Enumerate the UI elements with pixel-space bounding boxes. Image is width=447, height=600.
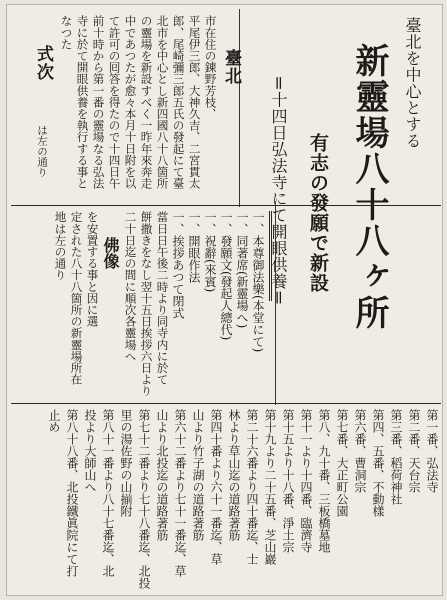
taipei-line: 前十時から第一番の靈場なる弘法 (91, 15, 106, 189)
buddha-line: 定された八十八箇所の新靈場所在 (69, 211, 84, 385)
taipei-line: 平尾伊三郎、大神久吉、二宮貫太 (187, 15, 202, 189)
ceremony-item: 一、同著席(新靈場へ) (235, 211, 249, 329)
ceremony-tail: 二十日迄の間に順次各靈場へ (123, 211, 138, 362)
location-line: 第八十八番、北投鐵眞院にて打 (65, 409, 79, 577)
upper-band-rule (11, 205, 441, 206)
location-line: 第二十六番より四十番迄、士 (245, 409, 259, 565)
location-line: 第六番、曹洞宗 (353, 409, 367, 493)
taipei-line: 郎、尾崎彌三郎五氏の發起にて臺 (171, 15, 186, 189)
location-line: 第二番、天台宗 (407, 409, 421, 493)
headline-small: ＝十四日弘法寺にて開眼供養＝ (269, 75, 288, 307)
location-line: 第七十二番より七十八番迄、北投 (137, 409, 151, 589)
headline-mid: 有志の發願で新設 (307, 133, 329, 293)
ceremony-item: 一、祝辭(來賓) (203, 211, 217, 293)
location-line: 第十九より二十五番、芝山巖 (263, 409, 277, 565)
column-divider (239, 9, 240, 207)
taipei-title: 臺北 (221, 49, 241, 85)
location-line: 第一番、弘法寺 (425, 409, 439, 493)
ceremony-item: 一、發願文(發起人總代) (219, 211, 233, 341)
taipei-line: 市在住の鍊野芳枝、 (203, 15, 218, 120)
taipei-line: なつた (59, 15, 74, 50)
ceremony-item: 一、挨拶あつて閉式 (171, 211, 185, 319)
buddha-title: 佛像 (101, 237, 120, 269)
location-line: 第三番、稻荷神社 (389, 409, 403, 505)
ceremony-item: 一、本尊御法樂(本堂にて) (251, 211, 265, 353)
buddha-line: 地は左の通り (53, 211, 68, 281)
location-line: 山より北投迄の道路著筋 (155, 409, 169, 541)
ceremony-tail: 餅撒きをなし翌十五日挨拶六日より (139, 211, 154, 397)
bracket-bottom-icon: ＝ (269, 289, 288, 307)
headline-main: 新靈場八十八ヶ所 (349, 43, 389, 331)
middle-band-rule (11, 403, 441, 404)
ceremony-note: は左の通り (36, 125, 48, 178)
taipei-line: て許可の囘答を得たので十四日午 (107, 15, 122, 189)
location-line: 止め (47, 409, 61, 433)
taipei-line: 寺に於て開眼供養を執行する事と (75, 15, 90, 189)
location-line: 第四、五番、不動樣 (371, 409, 385, 517)
taipei-line: の靈場を新設すべく一昨年來奔走 (139, 15, 154, 189)
location-line: 第八、九十番、三板橋墓地 (317, 409, 331, 553)
headline-sub: 臺北を中心とする (403, 17, 422, 149)
ceremony-box-border (269, 211, 272, 301)
middle-divider (275, 205, 276, 405)
location-line: 第六十二番より七十一番迄、草 (173, 409, 187, 577)
location-line: 第四十番より六十一番迄、草 (209, 409, 223, 565)
location-line: 里の湯佐野の山揃附 (119, 409, 133, 517)
location-line: 第八十一番より八十七番迄、北 (101, 409, 115, 577)
location-line: 投より大師山へ (83, 409, 97, 493)
ceremony-item: 一、開眼作法 (187, 211, 201, 283)
ceremony-title: 式次 (33, 45, 53, 81)
buddha-line: を安置する事と因に選 (85, 211, 100, 327)
location-line: 第十一より十四番、臨濟寺 (299, 409, 313, 553)
newspaper-page (6, 4, 443, 596)
taipei-line: 北市を中心とし新四國八十八箇所 (155, 15, 170, 189)
location-line: 林より草山迄の道路著筋 (227, 409, 241, 541)
taipei-line: 中であつたが愈々本月十日附を以 (123, 15, 138, 189)
bracket-top-icon: ＝ (269, 75, 288, 92)
location-line: 山より竹子湖の道路著筋 (191, 409, 205, 541)
ceremony-tail: 當日日午後二時より同寺内に於て (155, 211, 170, 385)
location-line: 第十五より十八番、淨土宗 (281, 409, 295, 553)
location-line: 第七番、大正町公園 (335, 409, 349, 517)
